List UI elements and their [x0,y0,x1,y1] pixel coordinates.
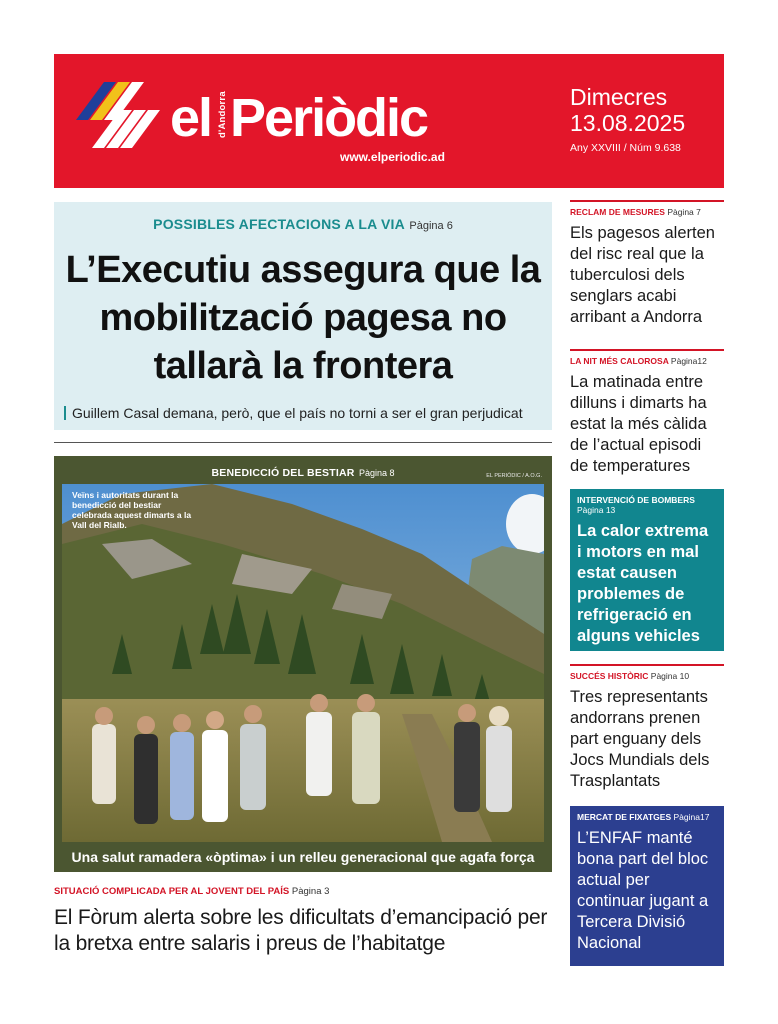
sidebar-item-1[interactable] [570,200,724,328]
lead-headline[interactable]: L’Executiu assegura que la mobilització pagesa no tallarà la frontera [65,249,541,387]
sidebar-kicker [570,671,724,681]
sidebar-kicker-page: Pàgina12 [670,356,707,366]
bottom-headline[interactable]: El Fòrum alerta sobre les dificultats d’emancipació per la bretxa entre salaris i preus de l’habitatge [54,906,548,955]
sidebar-item-4[interactable] [570,664,724,792]
photo-kicker [54,463,552,481]
lead-kicker-page: Pàgina 6 [409,220,453,232]
brand-andorra: d'Andorra [217,91,228,138]
bottom-kicker [54,886,552,897]
sidebar-kicker-label: LA NIT MÉS CALOROSA [570,356,669,366]
sidebar-item-2[interactable] [570,349,724,477]
lead-kicker [54,216,552,234]
sidebar-kicker-label: RECLAM DE MESURES [570,207,665,217]
photo-credit: EL PERIÒDIC / A.O.G. [486,473,542,479]
sidebar-item-3[interactable] [570,489,724,651]
sidebar-headline[interactable]: L’ENFAF manté bona part del bloc actual per continuar jugant a Tercera Divisió Nacional [577,829,709,952]
brand-name: Periòdic [230,88,428,148]
divider [54,442,552,443]
photo-kicker-label: BENEDICCIÓ DEL BESTIAR [211,467,355,479]
lead-kicker-label: POSSIBLES AFECTACIONS A LA VIA [153,216,405,232]
issue-number: Any XXVIII / Núm 9.638 [570,142,681,154]
sidebar-headline[interactable]: La matinada entre dilluns i dimarts ha estat la més càlida de l’actual episodi de temperatures [570,373,707,475]
sidebar-kicker [577,495,717,515]
bottom-kicker-page: Pàgina 3 [291,886,330,897]
date-day: Dimecres [570,84,668,110]
sidebar-kicker-page: Pàgina 13 [577,505,616,515]
sidebar-rule [570,664,724,666]
site-url[interactable]: www.elperiodic.ad [340,150,445,164]
date-block [570,84,685,154]
sidebar-item-5[interactable] [570,806,724,966]
masthead [54,54,724,188]
photo-headline[interactable]: Una salut ramadera «òptima» i un relleu generacional que agafa força [71,849,535,865]
lead-subtitle [64,405,523,421]
sidebar-kicker-page: Pàgina17 [673,812,710,822]
photo-inline-caption: Veïns i autoritats durant la benedicció del bestiar celebrada aquest dimarts a la Vall del Rialb. [72,490,192,530]
mountain-photo[interactable] [62,484,544,842]
sidebar-headline[interactable]: Tres representants andorrans prenen part enguany dels Jocs Mundials dels Trasplantats [570,688,710,790]
sidebar-kicker-label: INTERVENCIÓ DE BOMBERS [577,495,695,505]
lead-story[interactable] [54,202,552,430]
sidebar-kicker [570,356,724,366]
sidebar-kicker [570,207,724,217]
sidebar-kicker-label: MERCAT DE FIXATGES [577,812,672,822]
sidebar-kicker-page: Pàgina 10 [650,671,690,681]
mountain-photo-illustration [62,484,544,842]
sidebar-rule [570,349,724,351]
brand-el: el [170,88,212,148]
photo-kicker-page: Pàgina 8 [358,468,395,478]
sidebar-headline[interactable]: La calor extrema i motors en mal estat causen problemes de refrigeració en alguns vehicles [577,522,709,645]
sidebar-kicker-page: Pàgina 7 [667,207,701,217]
date-number: 13.08.2025 [570,110,686,136]
sidebar-headline[interactable]: Els pagesos alerten del risc real que la tuberculosi dels senglars acabi arribant a Andorra [570,224,715,326]
sidebar-kicker-label: SUCCÉS HISTÒRIC [570,671,649,681]
subtitle-bar [64,406,66,420]
bottom-kicker-label: SITUACIÓ COMPLICADA PER AL JOVENT DEL PAÍS [54,886,290,897]
sidebar-kicker [577,812,717,822]
bottom-story[interactable] [54,886,552,957]
sidebar-rule [570,200,724,202]
lead-subtitle-text: Guillem Casal demana, però, que el país no torni a ser el gran perjudicat [72,405,523,421]
andorra-flag-logo-icon [76,76,160,160]
photo-story[interactable] [54,456,552,872]
